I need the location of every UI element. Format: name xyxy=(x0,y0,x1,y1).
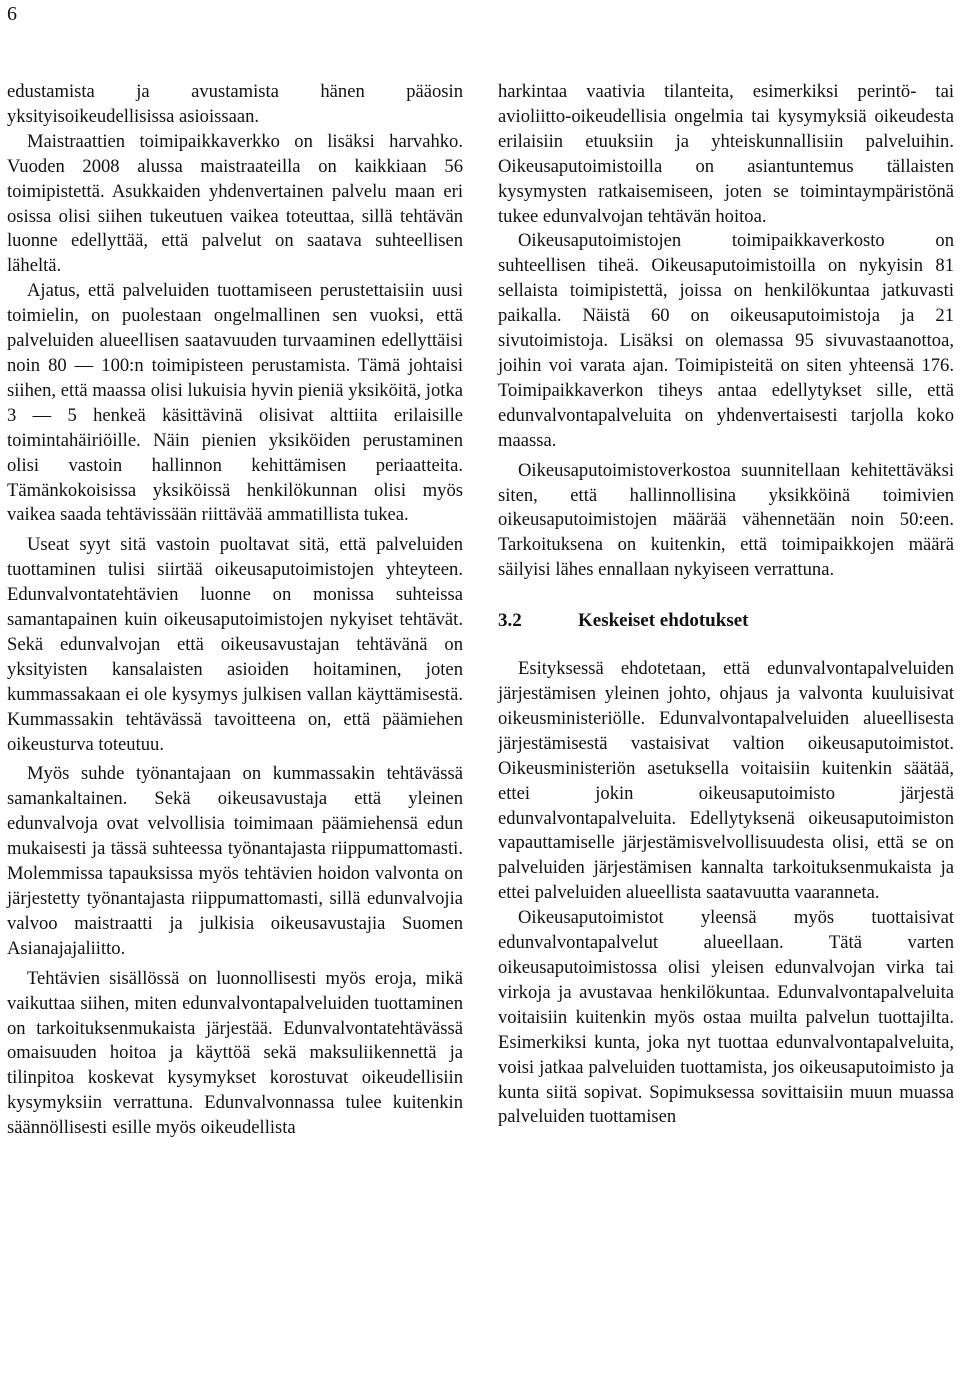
paragraph: Oikeusaputoimistot yleensä myös tuottaisivat edunvalvontapalvelut alueellaan. Tätä varten oikeusaputoimistossa olisi yleisen edunvalvojan virka tai virkoja ja avustavaa henkilökuntaa. Edunvalvontapalveluita voitaisiin kuitenkin myös ostaa muilta palvelun tuottajilta. Esimerkiksi kunta, joka nyt tuottaa edunvalvontapalveluita, voisi jatkaa palveluiden tuottamista, jos oikeusaputoimisto ja kunta siitä sopivat. Sopimuksessa sovittaisiin muun muassa palveluiden tuottamisen xyxy=(498,907,954,1128)
section-heading xyxy=(498,609,954,633)
paragraph: Esityksessä ehdotetaan, että edunvalvontapalveluiden järjestämisen yleinen johto, ohjaus ja valvonta kuuluisivat oikeusministeriölle. Edunvalvontapalveluiden alueellisesta järjestämisestä vastaisivat valtion oikeusaputoimistot. Oikeusministeriön asetuksella voitaisiin kuitenkin säätää, ettei jokin oikeusaputoimisto järjestä edunvalvontapalveluita. Edellytyksenä oikeusaputoimiston vapauttamiselle järjestämisvelvollisuudesta olisi, että se on palveluiden järjestämisen kannalta tarkoituksenmukaista ja ettei palveluiden alueellista saatavuutta vaaranneta. xyxy=(498,658,954,904)
paragraph: harkintaa vaativia tilanteita, esimerkiksi perintö- tai avioliitto-oikeudellisia ongelmia tai kysymyksiä oikeudesta erilaisiin etuuksiin ja yhteiskunnallisiin palveluihin. Oikeusaputoimistoilla on asiantuntemus tällaisten kysymysten ratkaisemiseen, joten se toimintaympäristönä tukee edunvalvojan tehtävän hoitoa. xyxy=(498,81,954,227)
paragraph: Oikeusaputoimistojen toimipaikkaverkosto on suhteellisen tiheä. Oikeusaputoimistoilla on nykyisin 81 sellaista toimipistettä, joissa on henkilökuntaa jatkuvasti paikalla. Näistä 60 on oikeusaputoimistoja ja 21 sivutoimistoja. Lisäksi on olemassa 95 sivuvastaanottoa, joihin voi varata ajan. Toimipisteitä on siten yhteensä 176. Toimipaikkaverkon tiheys antaa edellytykset sille, että edunvalvontapalveluita on yhdenvertaisesti tarjolla koko maassa. xyxy=(498,230,954,451)
paragraph: edustamista ja avustamista hänen pääosin yksityisoikeudellisissa asioissaan. xyxy=(7,81,463,127)
paragraph: Useat syyt sitä vastoin puoltavat sitä, että palveluiden tuottaminen tulisi siirtää oikeusaputoimistojen yhteyteen. Edunvalvontatehtävien luonne on monissa suhteissa samantapainen kuin oikeusaputoimistojen nykyiset tehtävät. Sekä edunvalvojan että oikeusavustajan tehtävänä on yksityisten kansalaisten asioiden hoitaminen, joten kummassakaan ei ole kysymys julkisen vallan käyttämisestä. Kummassakin tehtävässä tavoitteena on, että päämiehen oikeusturva toteutuu. xyxy=(7,534,463,755)
paragraph: Myös suhde työnantajaan on kummassakin tehtävässä samankaltainen. Sekä oikeusavustaja että yleinen edunvalvoja ovat velvollisia toimimaan päämiehensä edun mukaisesti ja tässä suhteessa työnantajasta riippumattomasti. Molemmissa tapauksissa myös tehtävien hoidon valvonta on järjestetty työnantajasta riippumattomasti, sillä edunvalvojia valvoo maistraatti ja julkisia oikeusavustajia Suomen Asianajajaliitto. xyxy=(7,763,463,959)
right-column xyxy=(498,80,954,1130)
paragraph: Tehtävien sisällössä on luonnollisesti myös eroja, mikä vaikuttaa siihen, miten edunvalvontapalveluiden tuottaminen on tarkoituksenmukaista järjestää. Edunvalvontatehtävässä omaisuuden hoitoa ja käyttöä sekä maksuliikennettä ja tilinpitoa koskevat kysymykset korostuvat oikeudellisiin kysymyksiin verrattuna. Edunvalvonnassa tulee kuitenkin säännöllisesti esille myös oikeudellista xyxy=(7,967,463,1139)
paragraph: Ajatus, että palveluiden tuottamiseen perustettaisiin uusi toimielin, on puolestaan ongelmallinen sen vuoksi, että palveluiden alueellisen saatavuuden turvaaminen edellyttäisi noin 80 — 100:n toimipisteen perustamista. Tämä johtaisi siihen, että maassa olisi lukuisia hyvin pieniä yksiköitä, jotka 3 — 5 henkeä käsittävinä olisivat alttiita erilaisille toimintahäiriöille. Näin pienien yksiköiden perustaminen olisi vastoin hallinnon kehittämisen periaatteita. Tämänkokoisissa yksiköissä henkilökunnan olisi myös vaikea saada tehtävissään riittävää ammatillista tukea. xyxy=(7,280,463,526)
page-number: 6 xyxy=(7,3,17,25)
section-number: 3.2 xyxy=(498,610,522,632)
left-column xyxy=(7,80,463,1141)
paragraph: Oikeusaputoimistoverkostoa suunnitellaan kehitettäväksi siten, että hallinnollisina yksikköinä toimivien oikeusaputoimistojen määrää vähennetään noin 50:een. Tarkoituksena on kuitenkin, että toimipaikkojen määrä säilyisi lähes ennallaan nykyiseen verrattuna. xyxy=(498,459,954,581)
section-title: Keskeiset ehdotukset xyxy=(578,610,749,632)
paragraph: Maistraattien toimipaikkaverkko on lisäksi harvahko. Vuoden 2008 alussa maistraateilla on kaikkiaan 56 toimipistettä. Asukkaiden yhdenvertainen palvelu maan eri osissa olisi siihen tukeutuen vaikea toteuttaa, sillä tehtävän luonne edellyttää, että palvelut on saatava suhteellisen läheltä. xyxy=(7,130,463,277)
